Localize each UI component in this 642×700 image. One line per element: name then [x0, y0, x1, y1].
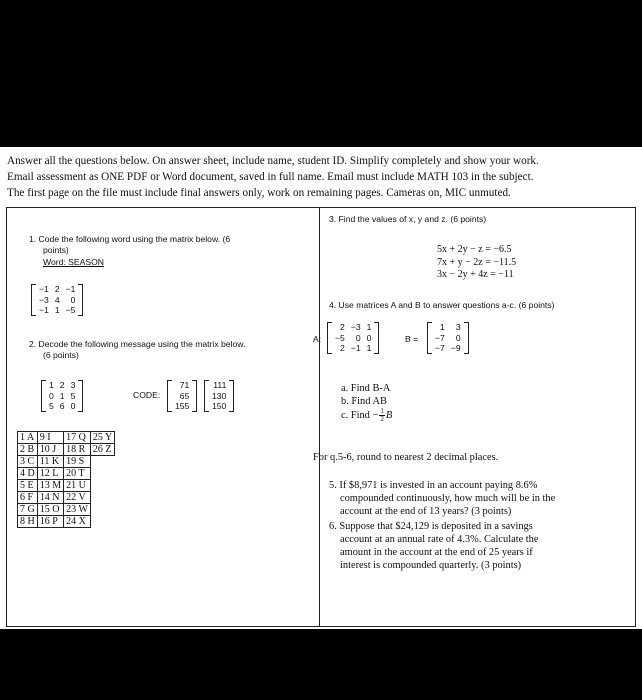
- matrix-row: [172, 401, 192, 412]
- letter-code-table: [17, 431, 115, 528]
- matrix-cell: 111: [213, 380, 227, 390]
- matrix-b: [427, 322, 469, 354]
- matrix-row: [46, 401, 78, 412]
- matrix-cell: 0: [366, 332, 372, 343]
- q2-title: 2. Decode the following message using the matrix below.: [29, 339, 246, 349]
- matrix-cell: 3: [455, 322, 461, 332]
- q1-title: 1. Code the following word using the matrix below. (6: [29, 234, 231, 244]
- q3-title: [329, 214, 486, 225]
- matrix-cell: 155: [175, 401, 190, 411]
- questions-frame: [6, 207, 636, 627]
- matrix-cell: −9: [450, 343, 461, 353]
- code-table-cell: 21 U: [64, 480, 91, 492]
- fraction: [379, 408, 385, 423]
- matrix-cell: −3: [350, 322, 361, 332]
- code-table-row: [18, 492, 115, 504]
- matrix-row: [36, 305, 78, 316]
- matrix-a: [327, 322, 379, 354]
- matrix-row: [209, 401, 229, 412]
- matrix-row: [209, 391, 229, 402]
- q4-part-a: a. Find B-A: [341, 383, 391, 394]
- code-table-cell: [90, 468, 114, 480]
- code-table-cell: 11 K: [37, 456, 63, 468]
- matrix-cell: −7: [435, 343, 445, 353]
- code-table-cell: 15 O: [37, 504, 63, 516]
- matrix-cell: 1: [440, 322, 445, 332]
- matrix-b-label: B =: [405, 334, 419, 344]
- matrix-cell: 5: [49, 401, 54, 411]
- instruction-line-2: Email assessment as ONE PDF or Word document, saved in full name. Email must include MATH 103 in the subject.: [7, 171, 534, 183]
- matrix-cell: 3: [70, 380, 76, 390]
- code-table-cell: 22 V: [64, 492, 91, 504]
- matrix-cell: 2: [340, 343, 345, 353]
- code-table-cell: 19 S: [64, 456, 91, 468]
- matrix-cell: −1: [39, 284, 49, 294]
- code-table-row: [18, 480, 115, 492]
- matrix-cell: 130: [212, 390, 227, 401]
- code-vector-1: [167, 380, 197, 412]
- code-table-cell: 1 A: [18, 432, 38, 444]
- matrix-cell: 1: [49, 380, 54, 390]
- matrix-cell: 1: [366, 322, 372, 332]
- code-table-cell: 5 E: [18, 480, 38, 492]
- q4-part-c-text: c. Find −: [341, 410, 379, 421]
- equation-2: 7x + y − 2z = −11.5: [437, 256, 517, 268]
- matrix-cell: 6: [59, 401, 65, 411]
- code-table-cell: 3 C: [18, 456, 38, 468]
- instruction-line-3: The first page on the file must include final answers only, work on remaining pages. Cameras on, MIC unmuted.: [7, 187, 511, 199]
- q1-matrix: [31, 284, 83, 316]
- q2-title-cont: (6 points): [43, 350, 79, 360]
- matrix-cell: 5: [70, 390, 76, 401]
- matrix-cell: 2: [59, 380, 65, 390]
- matrix-cell: −7: [435, 332, 445, 343]
- matrix-cell: 2: [340, 322, 345, 332]
- matrix-cell: 0: [49, 390, 54, 401]
- matrix-row: [46, 391, 78, 402]
- code-table-cell: 4 D: [18, 468, 38, 480]
- q6-line-4: interest is compounded quarterly. (3 points): [340, 560, 522, 571]
- matrix-row: [36, 295, 78, 306]
- code-label: CODE:: [133, 390, 161, 400]
- code-table-cell: [90, 516, 114, 528]
- matrix-row: [432, 333, 464, 344]
- code-table-cell: 8 H: [18, 516, 38, 528]
- code-table-cell: 17 Q: [64, 432, 91, 444]
- code-table-cell: 10 J: [37, 444, 63, 456]
- matrix-cell: 1: [54, 305, 60, 315]
- matrix-row: [332, 343, 374, 354]
- matrix-cell: −3: [39, 294, 49, 305]
- code-table-cell: [90, 504, 114, 516]
- q6-line-3: amount in the account at the end of 25 years if: [340, 547, 533, 558]
- equation-1: 5x + 2y − z = −6.5: [437, 244, 512, 255]
- code-table-row: [18, 444, 115, 456]
- matrix-cell: 0: [70, 294, 76, 305]
- code-table-cell: 12 L: [37, 468, 63, 480]
- matrix-cell: 0: [355, 332, 361, 343]
- matrix-row: [172, 380, 192, 391]
- matrix-cell: 0: [455, 332, 461, 343]
- code-table-cell: [90, 456, 114, 468]
- matrix-cell: 65: [179, 390, 190, 401]
- q3-title-text: 3. Find the values of x, y and z. (6 points): [329, 214, 487, 224]
- q4-part-c-tail: B: [385, 410, 393, 421]
- q6: [329, 520, 539, 572]
- matrix-row: [432, 322, 464, 333]
- code-table-row: [18, 516, 115, 528]
- code-table-cell: 26 Z: [90, 444, 114, 456]
- code-table-cell: 13 M: [37, 480, 63, 492]
- matrix-cell: −1: [65, 284, 76, 294]
- code-table-cell: 18 R: [64, 444, 91, 456]
- code-table-row: [18, 432, 115, 444]
- fraction-numerator: 1: [380, 407, 384, 415]
- code-table-row: [18, 504, 115, 516]
- code-table-cell: [90, 480, 114, 492]
- matrix-cell: −1: [39, 305, 49, 315]
- q5-line-3: account at the end of 13 years? (3 points): [340, 506, 512, 517]
- column-divider: [319, 208, 320, 626]
- q4-title: 4. Use matrices A and B to answer questions a-c. (6 points): [329, 300, 555, 310]
- matrix-cell: 150: [212, 401, 227, 411]
- code-table-cell: 20 T: [64, 468, 91, 480]
- matrix-cell: 2: [54, 284, 60, 294]
- q6-line-1: 6. Suppose that $24,129 is deposited in a savings: [329, 521, 533, 532]
- matrix-cell: 1: [59, 390, 65, 401]
- q2-key-matrix: [41, 380, 83, 412]
- matrix-row: [172, 391, 192, 402]
- code-table-cell: 14 N: [37, 492, 63, 504]
- worksheet-page: [0, 147, 642, 629]
- matrix-cell: 4: [54, 294, 60, 305]
- matrix-row: [209, 380, 229, 391]
- code-table-cell: [90, 492, 114, 504]
- code-table-cell: 6 F: [18, 492, 38, 504]
- code-table-cell: 16 P: [37, 516, 63, 528]
- code-table-cell: 24 X: [64, 516, 91, 528]
- code-table-cell: 23 W: [64, 504, 91, 516]
- q4-part-c: [341, 408, 392, 423]
- instruction-line-1: Answer all the questions below. On answer sheet, include name, student ID. Simplify completely and show your work.: [7, 155, 539, 167]
- code-table-cell: 2 B: [18, 444, 38, 456]
- q4-parts: [341, 382, 392, 423]
- code-table-row: [18, 468, 115, 480]
- q4-part-b: b. Find AB: [341, 396, 387, 407]
- q3-equations: [437, 244, 516, 282]
- matrix-row: [432, 343, 464, 354]
- code-table-cell: 9 I: [37, 432, 63, 444]
- code-table-cell: 25 Y: [90, 432, 114, 444]
- matrix-row: [332, 322, 374, 333]
- rounding-note: For q.5-6, round to nearest 2 decimal places.: [313, 452, 499, 463]
- instructions: [7, 153, 637, 201]
- matrix-cell: −5: [335, 332, 345, 343]
- code-table-row: [18, 456, 115, 468]
- q5-line-2: compounded continuously, how much will be in the: [340, 493, 556, 504]
- matrix-cell: 1: [366, 343, 372, 353]
- matrix-row: [36, 284, 78, 295]
- matrix-cell: 71: [179, 380, 190, 390]
- matrix-cell: −1: [350, 343, 361, 353]
- q5: [329, 479, 555, 518]
- matrix-row: [332, 333, 374, 344]
- matrix-cell: 0: [70, 401, 76, 411]
- fraction-denominator: 2: [380, 415, 384, 423]
- matrix-row: [46, 380, 78, 391]
- matrix-a-label: A:: [313, 334, 322, 344]
- code-table-cell: 7 G: [18, 504, 38, 516]
- q1-title-cont: points): [43, 245, 69, 255]
- q6-line-2: account at an annual rate of 4.3%. Calculate the: [340, 534, 539, 545]
- q1-word: Word: SEASON: [43, 257, 104, 267]
- code-vector-2: [204, 380, 234, 412]
- q5-line-1: 5. If $8,971 is invested in an account paying 8.6%: [329, 480, 538, 491]
- equation-3: 3x − 2y + 4z = −11: [437, 269, 514, 280]
- matrix-cell: −5: [65, 305, 76, 315]
